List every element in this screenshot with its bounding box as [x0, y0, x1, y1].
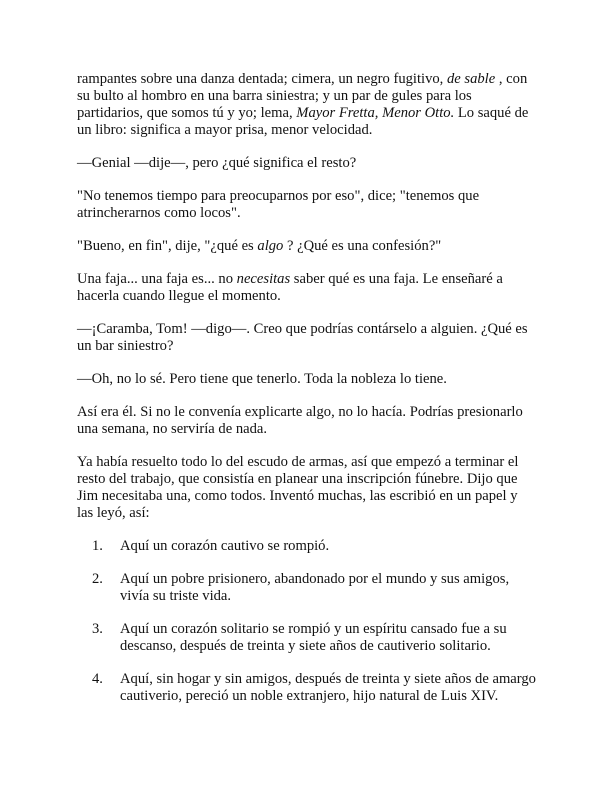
list-item	[77, 621, 537, 655]
inscription-list	[77, 538, 537, 705]
italic-text: necesitas	[236, 271, 291, 287]
paragraph-text: Una faja... una faja es... no	[77, 271, 237, 287]
list-item	[77, 671, 537, 705]
paragraph-text: ? ¿Qué es una confesión?"	[283, 238, 442, 254]
paragraph-text: "Bueno, en fin", dije, "¿qué es	[77, 238, 258, 254]
paragraph-oh-no-lo-se: —Oh, no lo sé. Pero tiene que tenerlo. Toda la nobleza lo tiene.	[77, 371, 447, 387]
list-item-text: Aquí un pobre prisionero, abandonado por el mundo y sus amigos, vivía su triste vida.	[120, 571, 510, 604]
list-item	[77, 571, 537, 605]
list-item-text: Aquí, sin hogar y sin amigos, después de treinta y siete años de amargo cautiverio, pereció un noble extranjero, hijo natural de Luis XIV.	[120, 671, 536, 704]
paragraph-asi-era-el: Así era él. Si no le convenía explicarte algo, no lo hacía. Podrías presionarlo una semana, no serviría de nada.	[77, 404, 523, 437]
page-body	[77, 71, 537, 721]
paragraph-text: Lo saqué de un libro: significa a mayor prisa, menor velocidad.	[77, 105, 529, 138]
paragraph-coat-of-arms	[77, 71, 537, 139]
list-item-text: Aquí un corazón cautivo se rompió.	[120, 538, 330, 554]
paragraph-text: saber qué es una faja. Le enseñaré a hacerla cuando llegue el momento.	[77, 271, 503, 304]
paragraph-genial: —Genial —dije—, pero ¿qué significa el resto?	[77, 155, 357, 171]
paragraph-text: , con su bulto al hombro en una barra siniestra; y un par de gules para los partidarios, que somos tú y yo; lema,	[77, 71, 528, 121]
italic-text: Mayor Fretta, Menor Otto.	[296, 105, 455, 121]
list-item-text: Aquí un corazón solitario se rompió y un espíritu cansado fue a su descanso, después de treinta y siete años de cautiverio solitario.	[120, 621, 507, 654]
list-item-number: 4.	[92, 671, 103, 687]
list-item-number: 1.	[92, 538, 103, 554]
italic-text: de sable	[446, 71, 496, 87]
list-item-number: 3.	[92, 621, 103, 637]
paragraph-bueno-en-fin	[77, 238, 537, 255]
list-item	[77, 538, 537, 555]
paragraph-caramba-tom: —¡Caramba, Tom! —digo—. Creo que podrías contárselo a alguien. ¿Qué es un bar siniestro?	[77, 321, 528, 354]
list-item-number: 2.	[92, 571, 103, 587]
italic-text: algo	[257, 238, 284, 254]
paragraph-no-tenemos-tiempo: "No tenemos tiempo para preocuparnos por eso", dice; "tenemos que atrincherarnos como locos".	[77, 188, 480, 221]
paragraph-escudo-de-armas: Ya había resuelto todo lo del escudo de armas, así que empezó a terminar el resto del trabajo, que consistía en planear una inscripción fúnebre. Dijo que Jim necesitaba una, como todos. Inventó muchas, las escribió en un papel y las leyó, así:	[77, 454, 519, 521]
paragraph-una-faja	[77, 271, 537, 305]
paragraph-text: rampantes sobre una danza dentada; cimera, un negro fugitivo,	[77, 71, 447, 87]
